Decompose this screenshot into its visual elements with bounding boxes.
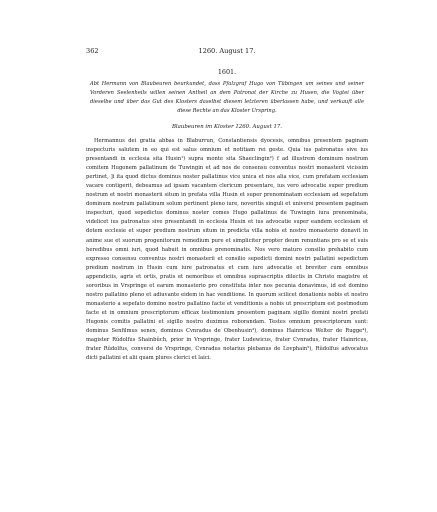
document-dating: Blaubeuren im Kloster 1260. August 17. <box>171 124 283 130</box>
running-head-date: 1260. August 17. <box>198 47 256 55</box>
page-number: 362 <box>86 47 99 55</box>
document-regest: Abt Hermann von Blaubeuren beurkundet, dass Pfalzgraf Hugo von Tübingen um seines und seiner Vorderen Seelenheils willen seinen Antheil an dem Patronat der Kirche zu Husen, die Vogtei über dieselbe und über das Gut des Klosters daselbst diesem letzteren überlassen habe, und verkauft alle diese Rechte an das Kloster Urspring. <box>90 81 364 114</box>
charter-body-text: Hermannus dei gratia abbas in Blaburrun, Constantiensis dyocesis, omnibus presentem paginam inspecturis salutem in eo qui est salus omnium et notitiam rei geste. Quia ius patronatus sive ius presentandi in ecclesia sita Husin¹) supra monte sita Shaeclingin²) f ad illustrem dominum nostrum comitem Hugonem pallatinum de Tuwingin et ad nos de consensu conventus nostri monasterii vicissim pertinet, ]i ita quod dictus dominus noster pallatinus vice unica et nos alia vice, cum prefatam ecclesiam vacare contigerit, debeamus ad ipsam vacantem clericum presentare, ius vero advocatie super predium nostrum et nostri monasterii situm in prefata villa Husin et super prenominatam ecclesiam ad sepefatum dominum nostrum pallatinum solum pertinent pleno iure, noveritis singuli et universi presentem paginam inspecturi, quod sepedictus dominus noster comes Hugo pallatinus de Tuwingin iura prenominata, videlicet ius patronatus sive presentandi in ecclesia Husin et ius advocatie super eandem ecclesiam et dotem ecclesie et super predium nostrum situm in predicta villa nobis et nostro monasterio donavit in anime sue et suorum progenitorum remedium pure et simpliciter propter deum renuntians pro se et suis heredibus omni iuri, quod habuit in omnibus prenominatis. Nos vero maturo consilio prehabito cum expresso consensu conventus nostri monasterii et consilio sepedicti domini nostri pallatini sepedictum predium nostrum in Husin cum iure patronatus et cum iure advocatie et breviter cum omnibus appendiciis, agris et ortis, pratis et nemoribus et omnibus suprascriptis dilectis in Christo magistre et sororibus in Vrspringe et earum monasterio pro constituta inter nos pecunia donavimus, id est domino nostro pallatino pleno et adiuvante eidem in hac venditione. In quorum scilicet donationis nobis et nostro monasterio a sepefato domino nostro pallatino facte et venditionis a nobis ut prescriptum est postmodum facte et in omnium prescriptorum efficax testimonium presentem paginam sigillo domini nostri prefati Hugonis comitis pallatini et sigillo nostro duximus roborandam. Testes omnium prescriptorum sunt: dominus Senfilmus senex, dominus Cvnradus de Obenhusin³), dominus Hainricus Welter de Rugge⁴), magister Rŭdolfus Shainbŭch, prior in Vrspringe, frater Ludewicus, frater Cvnradus, frater Hainricus, frater Rŭdolfus, conversi de Vrspringe, Cvnradus notarius plebanus de Lovphain⁵), Rŭdolfus advocatus dicti pallatini et alii quam plures clerici et laici. <box>86 138 368 362</box>
document-number: 1601. <box>217 68 237 76</box>
page-header <box>86 46 368 56</box>
